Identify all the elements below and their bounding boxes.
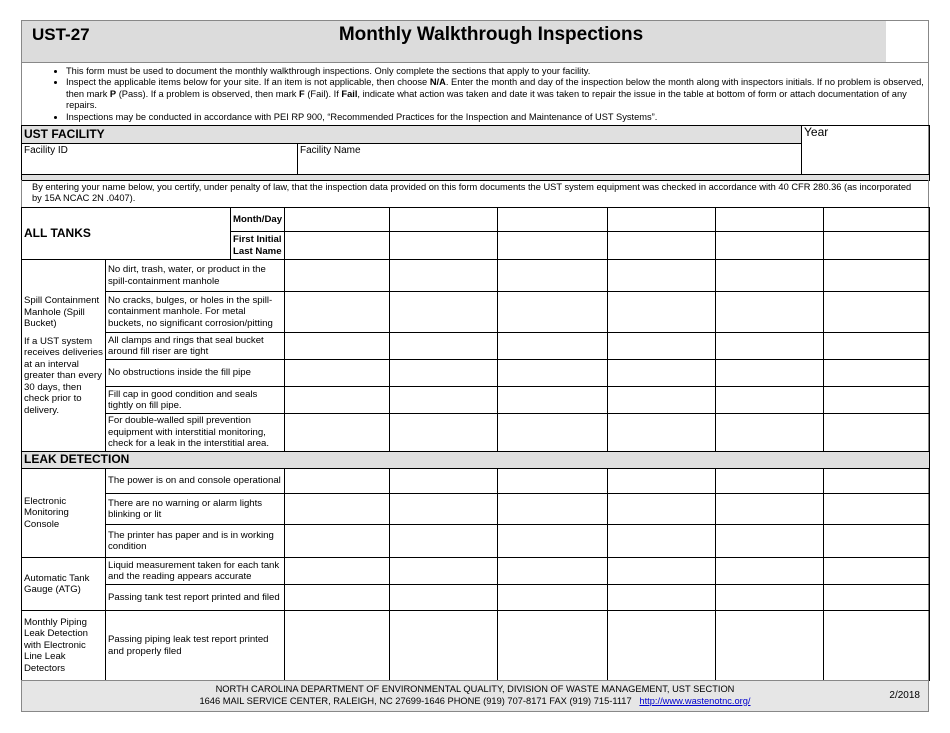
initial-cell[interactable] [608, 232, 716, 260]
check-cell[interactable] [716, 611, 824, 681]
atg-item: Passing tank test report printed and filed [106, 585, 285, 611]
check-cell[interactable] [608, 558, 716, 585]
check-cell[interactable] [390, 333, 498, 360]
check-cell[interactable] [285, 260, 390, 292]
atg-label: Automatic Tank Gauge (ATG) [22, 558, 106, 611]
facility-id-field[interactable] [22, 144, 298, 175]
check-cell[interactable] [390, 558, 498, 585]
spill-item: All clamps and rings that seal bucket around fill riser are tight [106, 333, 285, 360]
check-cell[interactable] [716, 414, 824, 452]
footer-website-link[interactable]: http://www.wastenotnc.org/ [639, 695, 751, 706]
check-cell[interactable] [608, 469, 716, 494]
check-cell[interactable] [608, 387, 716, 414]
instruction-item: • This form must be used to document the monthly walkthrough inspections. Only complete the sections that apply to your facility. [66, 66, 928, 77]
year-field[interactable] [802, 126, 930, 175]
check-cell[interactable] [824, 260, 930, 292]
check-cell[interactable] [716, 585, 824, 611]
facility-name-label: Facility Name [300, 145, 361, 156]
check-cell[interactable] [608, 525, 716, 558]
piping-label: Monthly Piping Leak Detection with Electronic Line Leak Detectors [22, 611, 106, 681]
check-cell[interactable] [716, 333, 824, 360]
leak-section-title: LEAK DETECTION [22, 452, 930, 469]
check-cell[interactable] [608, 333, 716, 360]
check-cell[interactable] [285, 414, 390, 452]
check-cell[interactable] [390, 292, 498, 333]
instruction-item: • Inspections may be conducted in accordance with PEI RP 900, “Recommended Practices for the Inspection and Maintenance of UST Systems”. [66, 112, 928, 123]
check-cell[interactable] [824, 292, 930, 333]
check-cell[interactable] [285, 360, 390, 387]
check-cell[interactable] [716, 525, 824, 558]
check-cell[interactable] [716, 387, 824, 414]
check-cell[interactable] [498, 558, 608, 585]
form-title: Monthly Walkthrough Inspections [338, 24, 644, 45]
spill-group-label [22, 260, 106, 452]
piping-item: Passing piping leak test report printed and properly filed [106, 611, 285, 681]
month-day-cell[interactable] [390, 208, 498, 232]
atg-item: Liquid measurement taken for each tank and the reading appears accurate [106, 558, 285, 585]
check-cell[interactable] [824, 611, 930, 681]
console-item: There are no warning or alarm lights blinking or lit [106, 494, 285, 525]
check-cell[interactable] [390, 611, 498, 681]
check-cell[interactable] [824, 414, 930, 452]
check-cell[interactable] [498, 387, 608, 414]
month-day-cell[interactable] [716, 208, 824, 232]
check-cell[interactable] [285, 585, 390, 611]
check-cell[interactable] [608, 611, 716, 681]
facility-section-title: UST FACILITY [22, 126, 802, 144]
month-day-cell[interactable] [608, 208, 716, 232]
check-cell[interactable] [716, 558, 824, 585]
check-cell[interactable] [498, 360, 608, 387]
check-cell[interactable] [608, 585, 716, 611]
form-id: UST-27 [32, 25, 90, 44]
check-cell[interactable] [716, 469, 824, 494]
month-day-label: Month/Day [231, 208, 285, 232]
year-label: Year [804, 125, 829, 139]
check-cell[interactable] [716, 494, 824, 525]
initial-cell[interactable] [716, 232, 824, 260]
check-cell[interactable] [498, 414, 608, 452]
spill-item: Fill cap in good condition and seals tightly on fill pipe. [106, 387, 285, 414]
check-cell[interactable] [390, 585, 498, 611]
check-cell[interactable] [390, 360, 498, 387]
month-day-cell[interactable] [498, 208, 608, 232]
spill-item: No dirt, trash, water, or product in the spill-containment manhole [106, 260, 285, 292]
initial-cell[interactable] [285, 232, 390, 260]
check-cell[interactable] [498, 260, 608, 292]
check-cell[interactable] [608, 292, 716, 333]
check-cell[interactable] [716, 260, 824, 292]
check-cell[interactable] [285, 525, 390, 558]
spill-item: No obstructions inside the fill pipe [106, 360, 285, 387]
check-cell[interactable] [608, 494, 716, 525]
initial-label: First Initial Last Name [231, 232, 285, 260]
console-label: Electronic Monitoring Console [22, 469, 106, 558]
check-cell[interactable] [285, 387, 390, 414]
check-cell[interactable] [498, 525, 608, 558]
spill-group-title: Spill Containment Manhole (Spill Bucket) [24, 295, 100, 329]
inspection-table [21, 207, 930, 681]
check-cell[interactable] [824, 585, 930, 611]
spill-group-note: If a UST system receives deliveries at an interval greater than every 30 days, then check prior to delivery. [24, 335, 103, 416]
check-cell[interactable] [824, 469, 930, 494]
instruction-item: • Inspect the applicable items below for your site. If an item is not applicable, then choose N/A. Enter the month and day of the inspection below the month along with inspectors initials. If no problem is observed, then mark P (Pass). If a problem is observed, then mark F (Fail). If Fail, indicate what action was taken and date it was taken to repair the issue in the table at bottom of form or attach documentation of any repairs. [66, 77, 928, 111]
console-item: The printer has paper and is in working condition [106, 525, 285, 558]
check-cell[interactable] [285, 558, 390, 585]
check-cell[interactable] [608, 260, 716, 292]
check-cell[interactable] [498, 292, 608, 333]
check-cell[interactable] [390, 469, 498, 494]
check-cell[interactable] [498, 469, 608, 494]
footer-address: 1646 MAIL SERVICE CENTER, RALEIGH, NC 27699-1646 PHONE (919) 707-8171 FAX (919) 715-1117 [199, 695, 632, 706]
spill-item: No cracks, bulges, or holes in the spill-containment manhole. For metal buckets, no significant corrosion/pitting [106, 292, 285, 333]
check-cell[interactable] [498, 611, 608, 681]
check-cell[interactable] [285, 494, 390, 525]
check-cell[interactable] [824, 360, 930, 387]
check-cell[interactable] [716, 360, 824, 387]
check-cell[interactable] [498, 494, 608, 525]
footer-line1: NORTH CAROLINA DEPARTMENT OF ENVIRONMENTAL QUALITY, DIVISION OF WASTE MANAGEMENT, UST SECTION [215, 684, 735, 694]
check-cell[interactable] [824, 525, 930, 558]
check-cell[interactable] [498, 333, 608, 360]
check-cell[interactable] [824, 494, 930, 525]
certification-text: By entering your name below, you certify, under penalty of law, that the inspection data provided on this form documents the UST system equipment was checked in accordance with 40 CFR 280.36 (as incorporated by 15A NCAC 2N .0407). [21, 180, 929, 207]
check-cell[interactable] [285, 469, 390, 494]
check-cell[interactable] [608, 414, 716, 452]
facility-id-label: Facility ID [24, 145, 68, 156]
check-cell[interactable] [285, 292, 390, 333]
footer [21, 680, 929, 712]
instructions-list [54, 66, 928, 123]
check-cell[interactable] [608, 360, 716, 387]
month-day-cell[interactable] [285, 208, 390, 232]
all-tanks-title: ALL TANKS [22, 208, 231, 260]
check-cell[interactable] [824, 387, 930, 414]
check-cell[interactable] [390, 494, 498, 525]
check-cell[interactable] [824, 558, 930, 585]
spill-item: For double-walled spill prevention equipment with interstitial monitoring, check for a leak in the interstitial area. [106, 414, 285, 452]
console-item: The power is on and console operational [106, 469, 285, 494]
check-cell[interactable] [390, 387, 498, 414]
initial-cell[interactable] [498, 232, 608, 260]
check-cell[interactable] [498, 585, 608, 611]
check-cell[interactable] [285, 611, 390, 681]
facility-name-field[interactable] [298, 144, 802, 175]
check-cell[interactable] [390, 414, 498, 452]
initial-cell[interactable] [824, 232, 930, 260]
check-cell[interactable] [716, 292, 824, 333]
check-cell[interactable] [824, 333, 930, 360]
check-cell[interactable] [390, 260, 498, 292]
facility-table [21, 125, 930, 181]
month-day-cell[interactable] [824, 208, 930, 232]
footer-line2 [22, 696, 928, 708]
revision-date: 2/2018 [889, 690, 920, 701]
check-cell[interactable] [285, 333, 390, 360]
initial-cell[interactable] [390, 232, 498, 260]
check-cell[interactable] [390, 525, 498, 558]
